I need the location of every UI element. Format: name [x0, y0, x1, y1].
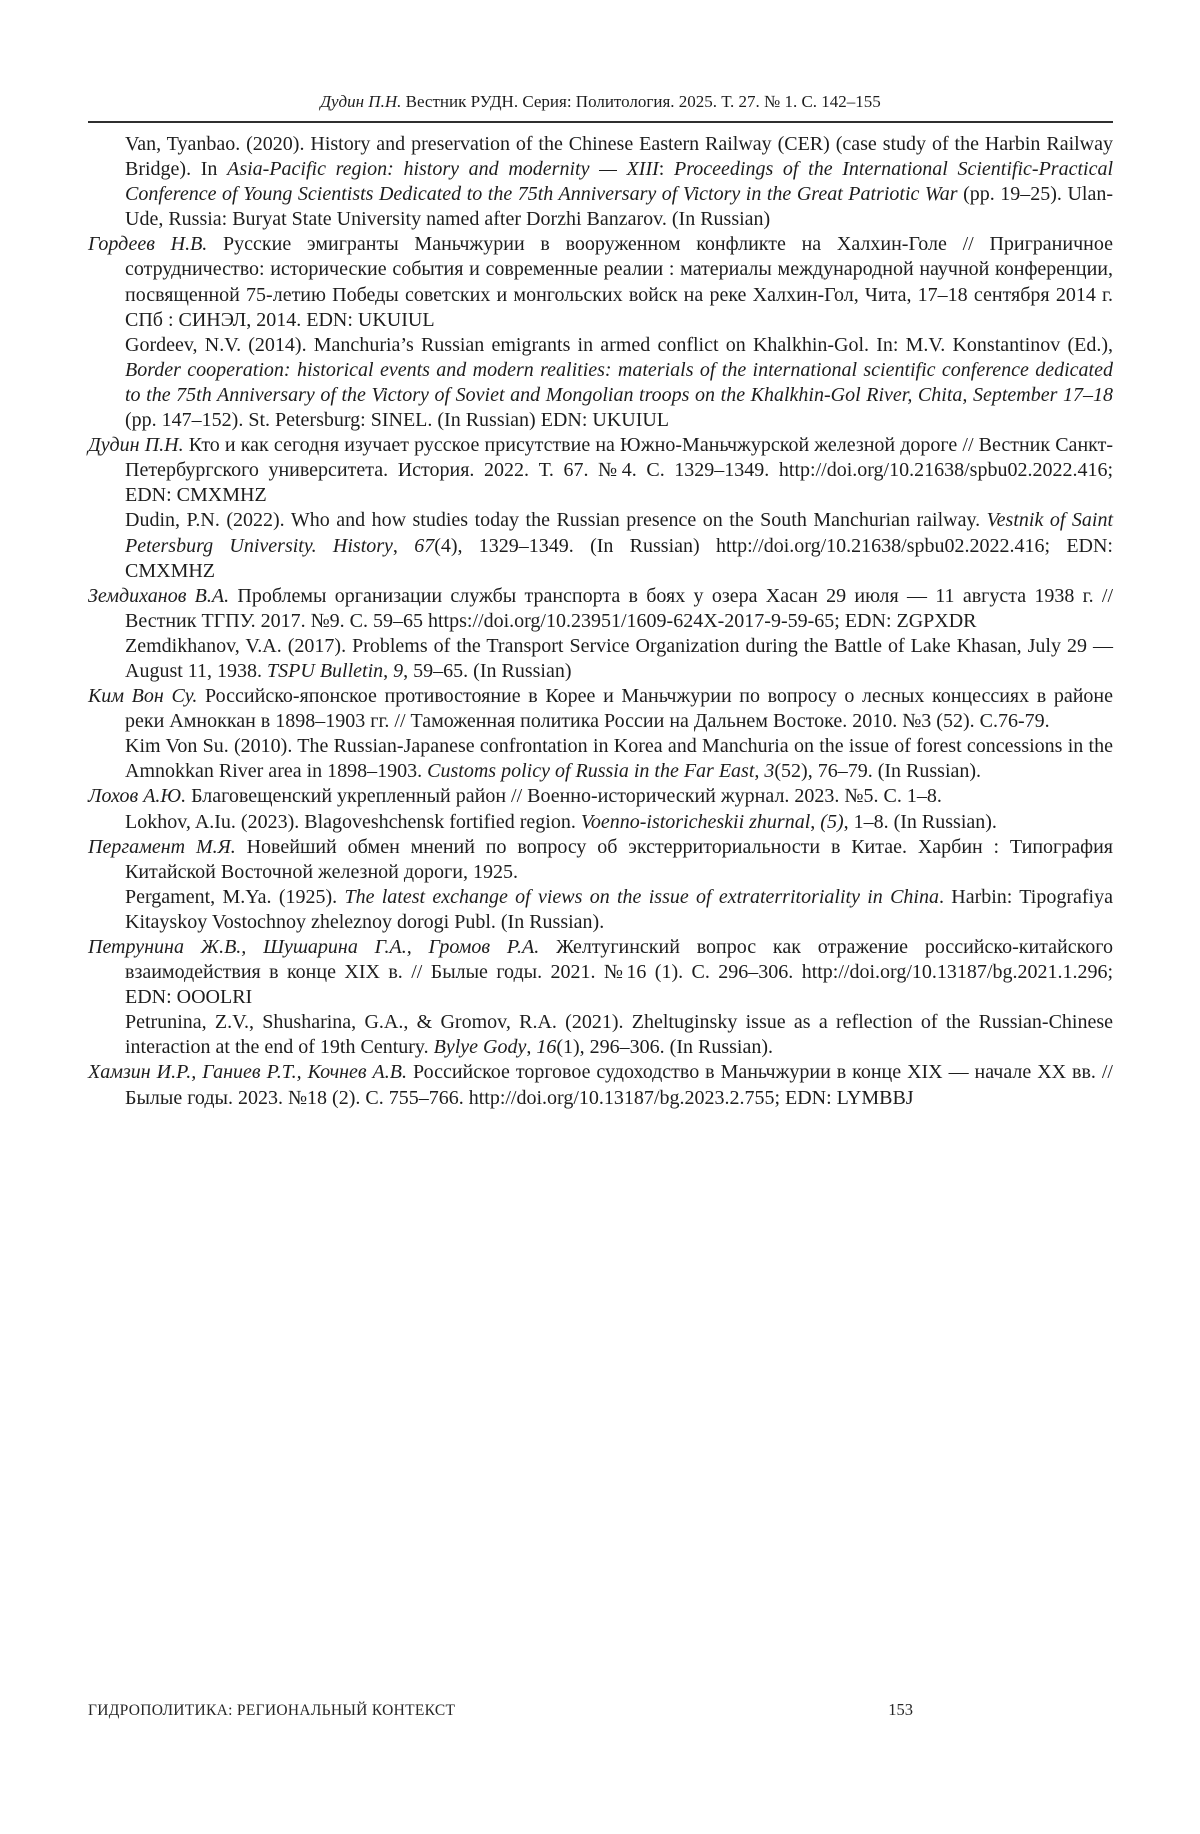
reference-entry: Ким Вон Су. Российско-японское противостояние в Корее и Маньчжурии по вопросу о лесных концессиях в районе реки Амноккан в 1898–1903 гг. // Таможенная политика России на Дальнем Востоке. 2010. №3 (52). С.76-79. [88, 685, 1113, 733]
header-rule [88, 121, 1113, 123]
running-header-author: Дудин П.Н. [320, 92, 402, 111]
running-header [88, 92, 1113, 112]
reference-entry: Гордеев Н.В. Русские эмигранты Маньчжурии в вооруженном конфликте на Халхин-Голе // Приграничное сотрудничество: исторические события и современные реалии : материалы международной научной конференции, посвященной 75-летию Победы советских и монгольских войск на реке Халхин-Гол, Чита, 17–18 сентября 2014 г. СПб : СИНЭЛ, 2014. EDN: UKUIUL [88, 233, 1113, 331]
reference-entry: Дудин П.Н. Кто и как сегодня изучает русское присутствие на Южно-Маньчжурской железной дороге // Вестник Санкт-Петербургского университета. История. 2022. Т. 67. №4. С. 1329–1349. http://doi.org/10.21638/spbu02.2022.416; EDN: CMXMHZ [88, 434, 1113, 507]
reference-entry: Пергамент М.Я. Новейший обмен мнений по вопросу об экстерриториальности в Китае. Харбин : Типография Китайской Восточной железной дороги, 1925. [88, 835, 1113, 883]
footer-page-number: 153 [888, 1700, 913, 1719]
page-footer [88, 1700, 913, 1720]
reference-entry: Петрунина Ж.В., Шушарина Г.А., Громов Р.А. Желтугинский вопрос как отражение российско-китайского взаимодействия в конце XIX в. // Былые годы. 2021. №16 (1). С. 296–306. http://doi.org/10.13187/bg.2021.1.296; EDN: OOOLRI [88, 936, 1113, 1009]
reference-entry: Хамзин И.Р., Ганиев Р.Т., Кочнев А.В. Российское торговое судоходство в Маньчжурии в конце XIX — начале XX вв. // Былые годы. 2023. №18 (2). С. 755–766. http://doi.org/10.13187/bg.2023.2.755; EDN: LYMBBJ [88, 1061, 1113, 1109]
reference-entry: Лохов А.Ю. Благовещенский укрепленный район // Военно-исторический журнал. 2023. №5. С. 1–8. [88, 785, 942, 808]
reference-entry: Zemdikhanov, V.A. (2017). Problems of the Transport Service Organization during the Battle of Lake Khasan, July 29 — August 11, 1938. TSPU Bulletin, 9, 59–65. (In Russian) [125, 634, 1113, 682]
reference-entry: Gordeev, N.V. (2014). Manchuria’s Russian emigrants in armed conflict on Khalkhin-Gol. In: M.V. Konstantinov (Ed.), Border cooperation: historical events and modern realities: materials of the international scientific conference dedicated to the 75th Anniversary of the Victory of Soviet and Mongolian troops on the Khalkhin-Gol River, Chita, September 17–18 (pp. 147–152). St. Petersburg: SINEL. (In Russian) EDN: UKUIUL [125, 333, 1113, 432]
reference-entry: Земдиханов В.А. Проблемы организации службы транспорта в боях у озера Хасан 29 июля — 11 августа 1938 г. // Вестник ТГПУ. 2017. №9. С. 59–65 https://doi.org/10.23951/1609-624X-2017-9-59-65; EDN: ZGPXDR [88, 584, 1114, 632]
reference-entry: Van, Tyanbao. (2020). History and preservation of the Chinese Eastern Railway (CER) (case study of the Harbin Railway Bridge). In Asia-Pacific region: history and modernity — XIII: Proceedings of the International Scientific-Practical Conference of Young Scientists Dedicated to the 75th Anniversary of Victory in the Great Patriotic War (pp. 19–25). Ulan-Ude, Russia: Buryat State University named after Dorzhi Banzarov. (In Russian) [125, 133, 1113, 231]
reference-entry: Petrunina, Z.V., Shusharina, G.A., & Gromov, R.A. (2021). Zheltuginsky issue as a reflection of the Russian-Chinese interaction at the end of 19th Century. Bylye Gody, 16(1), 296–306. (In Russian). [125, 1011, 1113, 1059]
reference-entry: Dudin, P.N. (2022). Who and how studies today the Russian presence on the South Manchurian railway. Vestnik of Saint Petersburg University. History, 67(4), 1329–1349. (In Russian) http://doi.org/10.21638/spbu02.2022.416; EDN: CMXMHZ [125, 509, 1113, 582]
reference-entry: Kim Von Su. (2010). The Russian-Japanese confrontation in Korea and Manchuria on the issue of forest concessions in the Amnokkan River area in 1898–1903. Customs policy of Russia in the Far East, 3(52), 76–79. (In Russian). [125, 735, 1113, 783]
running-header-citation: Вестник РУДН. Серия: Политология. 2025. Т. 27. № 1. С. 142–155 [401, 92, 881, 111]
reference-entry: Lokhov, A.Iu. (2023). Blagoveshchensk fortified region. Voenno-istoricheskii zhurnal, (5), 1–8. (In Russian). [125, 810, 997, 833]
references-list [88, 132, 1113, 1111]
reference-entry: Pergament, M.Ya. (1925). The latest exchange of views on the issue of extraterritoriality in China. Harbin: Tipografiya Kitayskoy Vostochnoy zheleznoy dorogi Publ. (In Russian). [125, 885, 1113, 933]
footer-section-title: ГИДРОПОЛИТИКА: РЕГИОНАЛЬНЫЙ КОНТЕКСТ [88, 1702, 456, 1719]
